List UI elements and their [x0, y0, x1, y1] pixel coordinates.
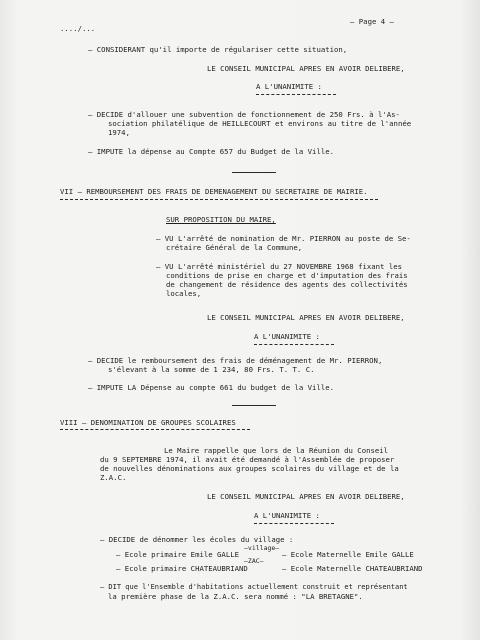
section-vii-title: VII — REMBOURSEMENT DES FRAIS DE DEMENAGEMENT DU SECRETAIRE DE MAIRIE.: [60, 187, 368, 196]
village-label: —village—: [244, 544, 280, 552]
section-vii-decide-2: s'élevant à la somme de 1 234, 80 Frs. T. T. C.: [108, 365, 315, 374]
rappel-line-2: du 9 SEPTEMBRE 1974, il avait été demandé à l'Assemblée de proposer: [100, 455, 395, 464]
vu-1-line-2: crétaire Général de la Commune,: [166, 243, 303, 252]
vu-2-line-3: de changement de résidence des agents des collectivités: [166, 280, 408, 289]
zac-label: —ZAC—: [244, 557, 264, 565]
ecole-maternelle-chateaubriand: — Ecole Maternelle CHATEAUBRIAND: [282, 564, 423, 573]
vu-2-line-4: locales,: [166, 289, 202, 298]
vu-2-line-1: — VU L'arrêté ministériel du 27 NOVEMBRE 1968 fixant les: [156, 262, 403, 271]
separator-rule: [232, 172, 276, 173]
vu-1-line-1: — VU L'arrêté de nomination de Mr. PIERRON au poste de Se-: [156, 234, 411, 243]
decide-line-3: 1974,: [108, 128, 130, 137]
section-vii-unanimite-underline: [254, 344, 334, 345]
rappel-line-1: Le Maire rappelle que lors de la Réunion du Conseil: [164, 446, 389, 455]
decide-line-2: sociation philatélique de HEILLECOURT et environs au titre de l'année: [108, 119, 412, 128]
section-vii-unanimite: A L'UNANIMITE :: [254, 332, 320, 341]
impute-line: — IMPUTE la dépense au Compte 657 du Budget de la Ville.: [88, 147, 335, 156]
page-number: — Page 4 —: [350, 17, 394, 26]
considerant-line: — CONSIDERANT qu'il importe de régulariser cette situation,: [88, 45, 348, 54]
ecole-primaire-chateaubriand: — Ecole primaire CHATEAUBRIAND: [116, 564, 248, 573]
sur-proposition-heading: SUR PROPOSITION DU MAIRE,: [166, 215, 276, 224]
separator-rule-2: [232, 405, 276, 406]
unanimite-underline: [256, 94, 336, 95]
rappel-line-4: Z.A.C.: [100, 473, 127, 482]
section-viii-underline: [60, 429, 250, 430]
section-viii-unanimite-underline: [254, 523, 334, 524]
section-vii-underline: [60, 199, 378, 200]
dit-line-2: la première phase de la Z.A.C. sera nommé : "LA BRETAGNE".: [108, 592, 363, 601]
section-viii-title: VIII — DENOMINATION DE GROUPES SCOLAIRES: [60, 418, 236, 427]
conseil-statement: LE CONSEIL MUNICIPAL APRES EN AVOIR DELIBERE,: [207, 64, 405, 73]
section-vii-conseil: LE CONSEIL MUNICIPAL APRES EN AVOIR DELIBERE,: [207, 313, 405, 322]
section-vii-decide-1: — DECIDE le remboursement des frais de déménagement de Mr. PIERRON,: [88, 356, 383, 365]
vu-2-line-2: conditions de prise en charge et d'imputation des frais: [166, 271, 408, 280]
dit-line-1: — DIT que l'Ensemble d'habitations actuellement construit et représentant: [100, 583, 408, 591]
decide-denommer: — DECIDE de dénommer les écoles du village :: [100, 535, 294, 544]
section-viii-unanimite: A L'UNANIMITE :: [254, 511, 320, 520]
section-viii-conseil: LE CONSEIL MUNICIPAL APRES EN AVOIR DELIBERE,: [207, 492, 405, 501]
section-vii-impute: — IMPUTE LA Dépense au compte 661 du budget de la Ville.: [88, 383, 335, 392]
continuation-mark: ..../...: [60, 24, 96, 33]
decide-line-1: — DECIDE d'allouer une subvention de fonctionnement de 250 Frs. à l'As-: [88, 110, 400, 119]
ecole-maternelle-galle: — Ecole Maternelle Emile GALLE: [282, 550, 414, 559]
ecole-primaire-galle: — Ecole primaire Emile GALLE: [116, 550, 240, 559]
unanimite-label: A L'UNANIMITE :: [256, 82, 322, 91]
rappel-line-3: de nouvelles dénominations aux groupes scolaires du village et de la: [100, 464, 399, 473]
